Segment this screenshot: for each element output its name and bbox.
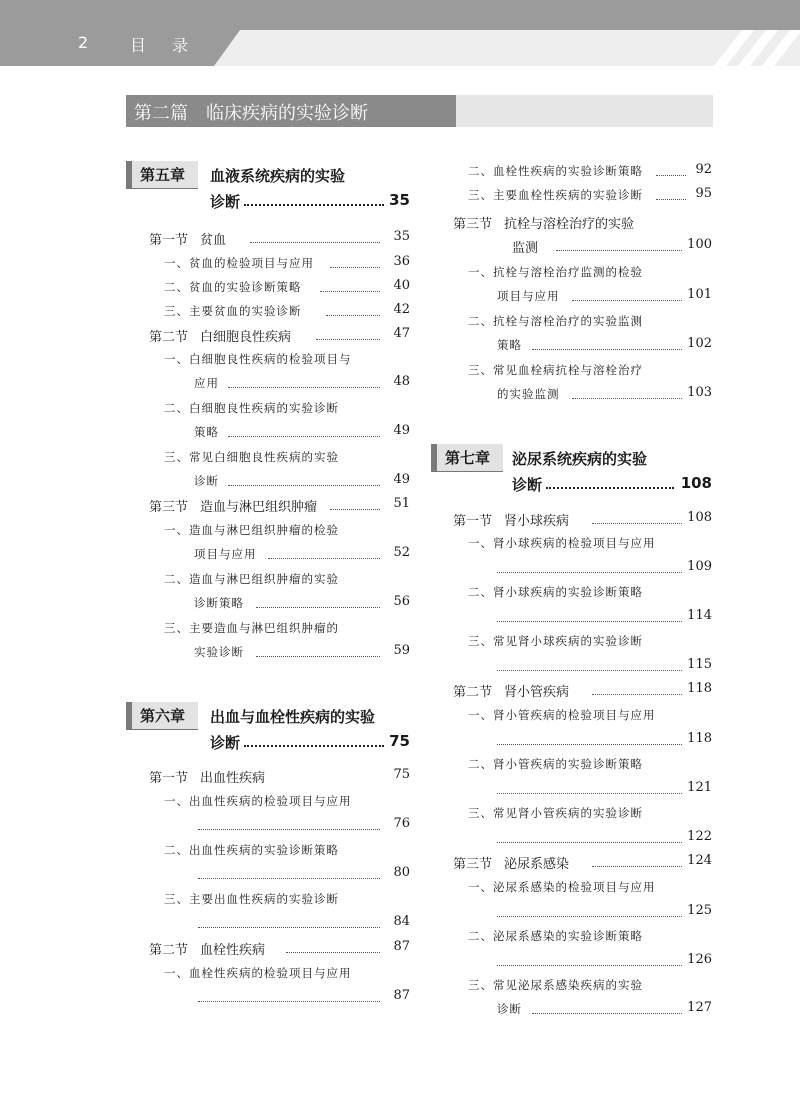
chapter-title[interactable]: 血液系统疾病的实验	[210, 167, 346, 185]
toc-item-cont[interactable]: 策略	[497, 338, 522, 352]
section-label: 第二节	[149, 330, 189, 345]
part-heading	[134, 99, 368, 125]
toc-item[interactable]: 三、主要出血性疾病的实验诊断	[164, 892, 339, 906]
toc-item[interactable]: 一、肾小管疾病的检验项目与应用	[468, 708, 656, 722]
toc-item[interactable]: 三、主要造血与淋巴组织肿瘤的	[164, 621, 339, 635]
page-number: 2	[78, 33, 89, 52]
dot-leader	[198, 1001, 380, 1002]
section-page[interactable]: 51	[393, 496, 410, 511]
section-label: 第一节	[149, 233, 189, 248]
section-title-cont[interactable]: 监测	[512, 241, 539, 256]
toc-item-cont[interactable]: 诊断	[194, 474, 219, 488]
dot-leader	[532, 349, 682, 350]
dot-leader	[228, 387, 380, 388]
chapter-page[interactable]: 75	[389, 732, 410, 750]
item-page[interactable]: 76	[393, 816, 410, 831]
dot-leader	[497, 965, 682, 966]
section-label: 第三节	[149, 500, 189, 515]
dot-leader	[656, 199, 686, 200]
section-title[interactable]: 贫血	[200, 233, 227, 248]
dot-leader	[497, 744, 682, 745]
section-title[interactable]: 造血与淋巴组织肿瘤	[200, 500, 318, 515]
dot-leader	[198, 878, 380, 879]
toc-item[interactable]: 一、肾小球疾病的检验项目与应用	[468, 536, 656, 550]
item-page[interactable]: 59	[393, 643, 410, 658]
toc-item[interactable]: 二、抗栓与溶栓治疗的实验监测	[468, 314, 643, 328]
section-title[interactable]: 血栓性疾病	[200, 943, 266, 958]
section-label: 第三节	[453, 857, 493, 872]
chapter-underline	[126, 729, 198, 730]
dot-leader	[198, 829, 380, 830]
item-page[interactable]: 114	[687, 608, 712, 623]
chapter-title-cont[interactable]: 诊断	[210, 734, 241, 752]
item-page[interactable]: 49	[393, 423, 410, 438]
chapter-title-cont[interactable]: 诊断	[210, 193, 241, 211]
section-page[interactable]: 118	[687, 681, 712, 696]
toc-item[interactable]: 二、出血性疾病的实验诊断策略	[164, 843, 339, 857]
item-page[interactable]: 56	[393, 594, 410, 609]
section-title[interactable]: 出血性疾病	[200, 771, 266, 786]
toc-item[interactable]: 一、贫血的检验项目与应用	[164, 256, 314, 270]
chapter-label: 第五章	[140, 166, 186, 184]
item-page[interactable]: 80	[393, 865, 410, 880]
toc-item[interactable]: 二、肾小管疾病的实验诊断策略	[468, 757, 643, 771]
part-title: 临床疾病的实验诊断	[206, 103, 368, 124]
toc-item[interactable]: 三、主要血栓性疾病的实验诊断	[468, 188, 643, 202]
item-page[interactable]: 92	[695, 162, 712, 177]
item-page[interactable]: 121	[687, 780, 712, 795]
dot-leader	[592, 866, 682, 867]
item-page[interactable]: 101	[687, 287, 712, 302]
section-label: 第二节	[453, 685, 493, 700]
dot-leader	[572, 300, 682, 301]
dot-leader	[228, 436, 380, 437]
dot-leader	[572, 398, 682, 399]
item-page[interactable]: 40	[393, 278, 410, 293]
toc-item-cont[interactable]: 应用	[194, 376, 219, 390]
part-label: 第二篇	[134, 103, 188, 124]
section-label: 第三节	[453, 217, 493, 232]
dot-leader	[592, 694, 682, 695]
section-title[interactable]: 泌尿系感染	[504, 857, 570, 872]
toc-item[interactable]: 二、泌尿系感染的实验诊断策略	[468, 929, 643, 943]
item-page[interactable]: 126	[687, 952, 712, 967]
dot-leader	[326, 315, 380, 316]
header-band	[214, 30, 800, 66]
chapter-label-box[interactable]	[126, 702, 198, 730]
section-label: 第二节	[149, 943, 189, 958]
section-label: 第一节	[453, 514, 493, 529]
item-page[interactable]: 127	[687, 1000, 712, 1015]
chapter-title[interactable]: 泌尿系统疾病的实验	[512, 450, 648, 468]
dot-leader	[228, 485, 380, 486]
dot-leader	[244, 204, 384, 206]
toc-item[interactable]: 一、泌尿系感染的检验项目与应用	[468, 880, 656, 894]
section-title[interactable]: 抗栓与溶栓治疗的实验	[504, 217, 635, 232]
chapter-label-box[interactable]	[431, 444, 503, 472]
section-page[interactable]: 75	[393, 767, 410, 782]
chapter-label: 第六章	[140, 707, 186, 725]
item-page[interactable]: 52	[393, 545, 410, 560]
item-page[interactable]: 102	[687, 336, 712, 351]
item-page[interactable]: 125	[687, 903, 712, 918]
toc-item[interactable]: 一、抗栓与溶栓治疗监测的检验	[468, 265, 643, 279]
dot-leader	[320, 291, 380, 292]
toc-item-cont[interactable]: 策略	[194, 425, 219, 439]
item-page[interactable]: 36	[393, 254, 410, 269]
toc-item[interactable]: 一、血栓性疾病的检验项目与应用	[164, 966, 352, 980]
toc-item-cont[interactable]: 诊断策略	[194, 596, 244, 610]
item-page[interactable]: 109	[687, 559, 712, 574]
header-title: 目录	[130, 36, 215, 55]
dot-leader	[198, 927, 380, 928]
item-page[interactable]: 95	[695, 186, 712, 201]
dot-leader	[497, 793, 682, 794]
item-page[interactable]: 87	[393, 988, 410, 1003]
chapter-page[interactable]: 108	[680, 474, 712, 492]
toc-item[interactable]: 一、造血与淋巴组织肿瘤的检验	[164, 523, 339, 537]
chapter-underline	[126, 188, 198, 189]
toc-item[interactable]: 二、贫血的实验诊断策略	[164, 280, 302, 294]
dot-leader	[546, 487, 674, 489]
toc-item[interactable]: 三、主要贫血的实验诊断	[164, 304, 302, 318]
part-heading-block	[126, 95, 456, 127]
dot-leader	[330, 267, 380, 268]
dot-leader	[286, 952, 380, 953]
toc-item[interactable]: 三、常见血栓病抗栓与溶栓治疗	[468, 363, 643, 377]
section-page[interactable]: 87	[393, 939, 410, 954]
dot-leader	[556, 250, 682, 251]
chapter-title-cont[interactable]: 诊断	[512, 476, 543, 494]
item-page[interactable]: 48	[393, 374, 410, 389]
chapter-label: 第七章	[445, 449, 491, 467]
toc-item-cont[interactable]: 实验诊断	[194, 645, 244, 659]
chapter-page[interactable]: 35	[389, 191, 410, 209]
chapter-underline	[431, 471, 503, 472]
dot-leader	[244, 745, 384, 747]
item-page[interactable]: 115	[687, 657, 712, 672]
dot-leader	[316, 339, 380, 340]
item-page[interactable]: 49	[393, 472, 410, 487]
dot-leader	[250, 242, 380, 243]
section-title[interactable]: 肾小球疾病	[504, 514, 570, 529]
dot-leader	[330, 509, 380, 510]
toc-item[interactable]: 二、血栓性疾病的实验诊断策略	[468, 164, 643, 178]
dot-leader	[497, 670, 682, 671]
dot-leader	[256, 607, 380, 608]
item-page[interactable]: 103	[687, 385, 712, 400]
chapter-title[interactable]: 出血与血栓性疾病的实验	[210, 708, 376, 726]
dot-leader	[256, 656, 380, 657]
dot-leader	[532, 1013, 682, 1014]
section-title[interactable]: 肾小管疾病	[504, 685, 570, 700]
dot-leader	[592, 523, 682, 524]
dot-leader	[497, 621, 682, 622]
toc-item[interactable]: 三、常见肾小管疾病的实验诊断	[468, 806, 643, 820]
toc-item-cont[interactable]: 项目与应用	[194, 547, 257, 561]
toc-item[interactable]: 二、肾小球疾病的实验诊断策略	[468, 585, 643, 599]
item-page[interactable]: 42	[393, 302, 410, 317]
toc-item-cont[interactable]: 的实验监测	[497, 387, 560, 401]
section-page[interactable]: 124	[687, 853, 712, 868]
toc-item-cont[interactable]: 项目与应用	[497, 289, 560, 303]
dot-leader	[268, 558, 380, 559]
section-page[interactable]: 108	[687, 510, 712, 525]
toc-item[interactable]: 一、白细胞良性疾病的检验项目与	[164, 352, 352, 366]
dot-leader	[497, 842, 682, 843]
toc-item-cont[interactable]: 诊断	[497, 1002, 522, 1016]
item-page[interactable]: 122	[687, 829, 712, 844]
part-heading-bar	[126, 95, 713, 127]
chapter-label-box[interactable]	[126, 161, 198, 189]
toc-item[interactable]: 一、出血性疾病的检验项目与应用	[164, 794, 352, 808]
section-page[interactable]: 47	[393, 326, 410, 341]
toc-item[interactable]: 二、造血与淋巴组织肿瘤的实验	[164, 572, 339, 586]
dot-leader	[656, 175, 686, 176]
section-title[interactable]: 白细胞良性疾病	[200, 330, 292, 345]
section-label: 第一节	[149, 771, 189, 786]
item-page[interactable]: 84	[393, 914, 410, 929]
item-page[interactable]: 118	[687, 731, 712, 746]
toc-item[interactable]: 二、白细胞良性疾病的实验诊断	[164, 401, 339, 415]
toc-item[interactable]: 三、常见肾小球疾病的实验诊断	[468, 634, 643, 648]
section-page[interactable]: 35	[393, 229, 410, 244]
toc-item[interactable]: 三、常见白细胞良性疾病的实验	[164, 450, 339, 464]
dot-leader	[497, 572, 682, 573]
section-page[interactable]: 100	[687, 237, 712, 252]
toc-item[interactable]: 三、常见泌尿系感染疾病的实验	[468, 978, 643, 992]
dot-leader	[497, 916, 682, 917]
